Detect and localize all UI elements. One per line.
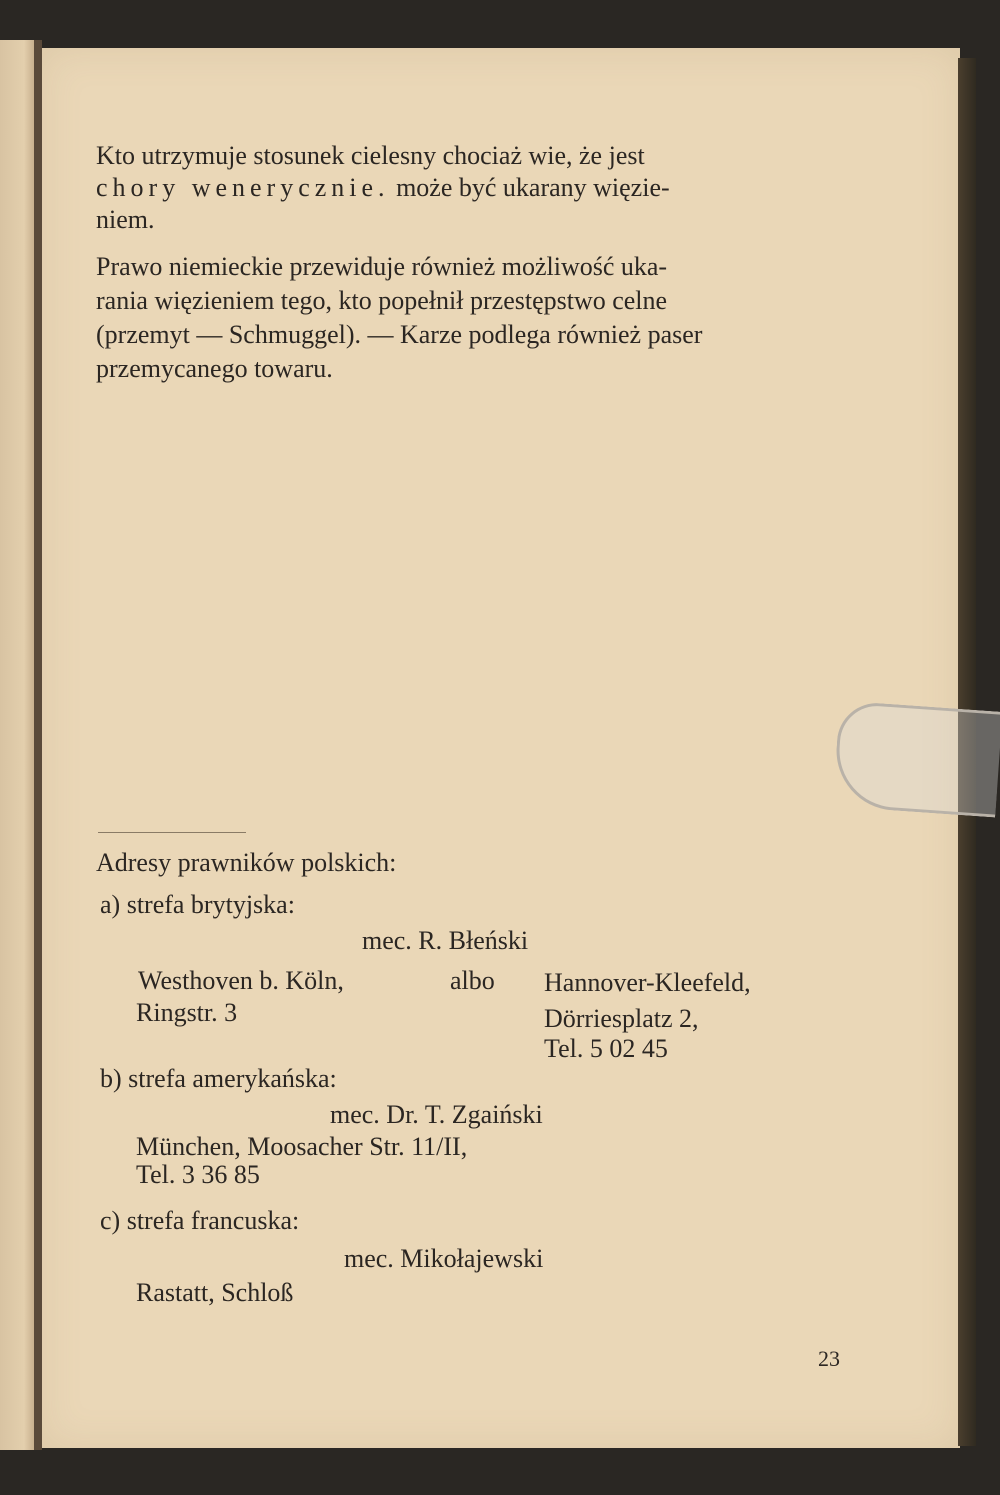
zone-b-line1: München, Moosacher Str. 11/II, (136, 1132, 468, 1161)
spaced-emphasis: chory wenerycznie. (96, 173, 390, 202)
zone-a-right-line1: Hannover-Kleefeld, (544, 968, 751, 997)
paragraph1-line1: Kto utrzymuje stosunek cielesny chociaż wie, że jest (96, 141, 645, 170)
paragraph1-line2-rest: może być ukarany więzie- (389, 173, 670, 202)
paragraph2-line1: Prawo niemieckie przewiduje również możliwość uka- (96, 252, 668, 281)
zone-a-right-line3: Tel. 5 02 45 (544, 1034, 668, 1063)
page-number: 23 (818, 1346, 840, 1371)
zone-b-label: b) strefa amerykańska: (100, 1064, 337, 1093)
addresses-heading: Adresy prawników polskich: (96, 848, 397, 877)
paragraph-smuggling (96, 250, 848, 386)
paragraph-venereal (96, 140, 848, 236)
paragraph2-line2: rania więzieniem tego, kto popełnił przestępstwo celne (96, 286, 668, 315)
paragraph1-line2 (96, 172, 848, 204)
paragraph2-line3: (przemyt — Schmuggel). — Karze podlega również paser (96, 320, 703, 349)
book-gutter (34, 40, 42, 1450)
zone-b-line2: Tel. 3 36 85 (136, 1160, 260, 1189)
zone-a-lawyer: mec. R. Błeński (362, 926, 529, 955)
section-divider (98, 832, 246, 833)
zone-a-label: a) strefa brytyjska: (100, 890, 295, 919)
zone-c-line1: Rastatt, Schloß (136, 1278, 294, 1307)
zone-b-lawyer: mec. Dr. T. Zgaiński (330, 1100, 543, 1129)
paragraph2-line4: przemycanego towaru. (96, 354, 333, 383)
zone-a-left-line2: Ringstr. 3 (136, 998, 238, 1027)
zone-c-lawyer: mec. Mikołajewski (344, 1244, 544, 1273)
paragraph1-line3: niem. (96, 205, 155, 234)
zone-a-right-line2: Dörriesplatz 2, (544, 1004, 699, 1033)
zone-a-connector: albo (450, 966, 495, 995)
zone-a-left-line1: Westhoven b. Köln, (138, 966, 344, 995)
zone-c-label: c) strefa francuska: (100, 1206, 300, 1235)
